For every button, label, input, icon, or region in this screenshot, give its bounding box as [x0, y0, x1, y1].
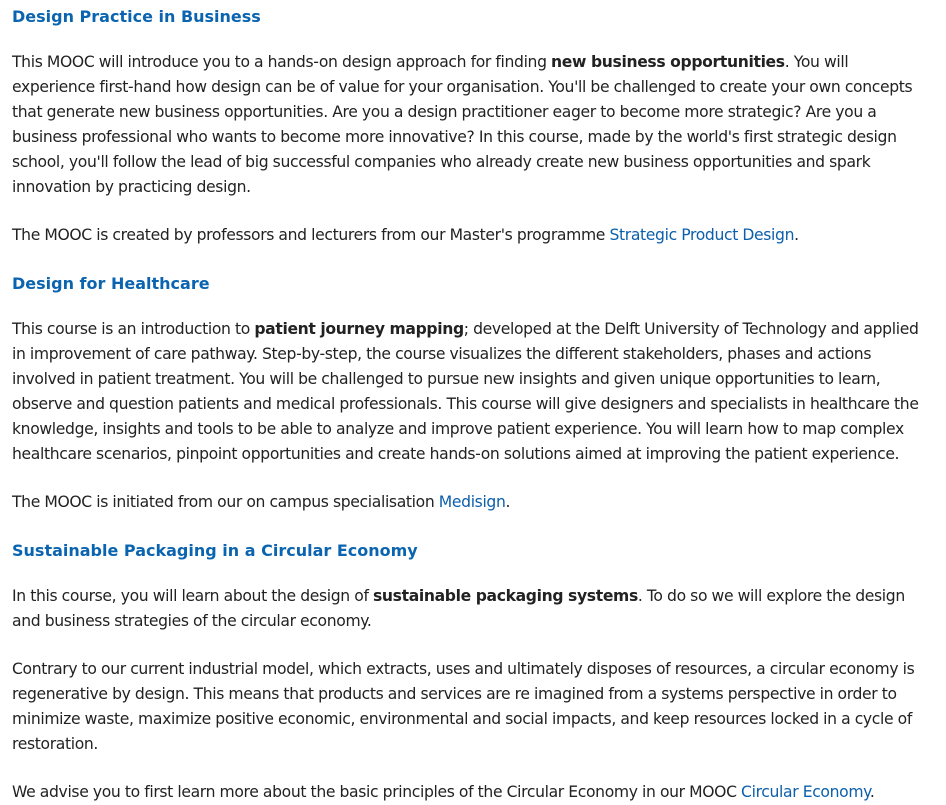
strategic-product-design-link[interactable]: Strategic Product Design	[609, 226, 795, 244]
bold-keyword: patient journey mapping	[254, 320, 464, 338]
section-heading: Design Practice in Business	[12, 7, 261, 26]
text-span: ; developed at the Delft University of Technology and applied in improvement of care pathway. Step-by-step, the course visualizes the different stakeholders, phases and actions involved in patient treatment. You will be challenged to pursue new insights and given unique opportunities to learn, observe and question patients and medical professionals. This course will give designers and specialists in healthcare the knowledge, insights and tools to be able to analyze and improve patient experience. You will learn how to map complex healthcare scenarios, pinpoint opportunities and create hands-on solutions aimed at improving the patient experience.	[12, 320, 919, 463]
text-span: .	[869, 783, 875, 801]
course-description	[12, 317, 932, 467]
course-description	[12, 50, 932, 200]
course-origin	[12, 490, 932, 515]
medisign-link[interactable]: Medisign	[438, 493, 506, 511]
text-span: The MOOC is initiated from our on campus specialisation	[12, 493, 439, 511]
text-span: We advise you to first learn more about the basic principles of the Circular Economy in our MOOC	[12, 783, 742, 801]
section-heading: Design for Healthcare	[12, 274, 210, 293]
text-span: . To do so we will explore the design and business strategies of the circular economy.	[12, 587, 905, 630]
text-span: This course is an introduction to	[12, 320, 255, 338]
section-heading: Sustainable Packaging in a Circular Economy	[12, 541, 418, 560]
course-origin	[12, 223, 932, 248]
bold-keyword: sustainable packaging systems	[373, 587, 638, 605]
text-span: .	[794, 226, 799, 244]
course-section-healthcare	[12, 271, 932, 515]
text-span: In this course, you will learn about the design of	[12, 587, 373, 605]
course-section-design-practice	[12, 4, 932, 248]
text-span: This MOOC will introduce you to a hands-on design approach for finding	[12, 53, 552, 71]
bold-keyword: new business opportunities	[551, 53, 785, 71]
circular-economy-link[interactable]: Circular Economy	[741, 783, 870, 801]
text-span: The MOOC is created by professors and lecturers from our Master's programme	[12, 226, 610, 244]
circular-economy-explanation: Contrary to our current industrial model, which extracts, uses and ultimately disposes of resources, a circular economy is regenerative by design. This means that products and services are re imagined from a systems perspective in order to minimize waste, maximize positive economic, environmental and social impacts, and keep resources locked in a cycle of restoration.	[12, 660, 915, 753]
course-advice	[12, 780, 932, 805]
course-section-sustainable-packaging	[12, 538, 932, 805]
text-span: .	[505, 493, 511, 511]
course-description	[12, 584, 932, 634]
text-span: . You will experience first-hand how design can be of value for your organisation. You'll be challenged to create your own concepts that generate new business opportunities. Are you a design practitioner eager to become more strategic? Are you a business professional who wants to become more innovative? In this course, made by the world's first strategic design school, you'll follow the lead of big successful companies who already create new business opportunities and spark innovation by practicing design.	[12, 53, 913, 196]
